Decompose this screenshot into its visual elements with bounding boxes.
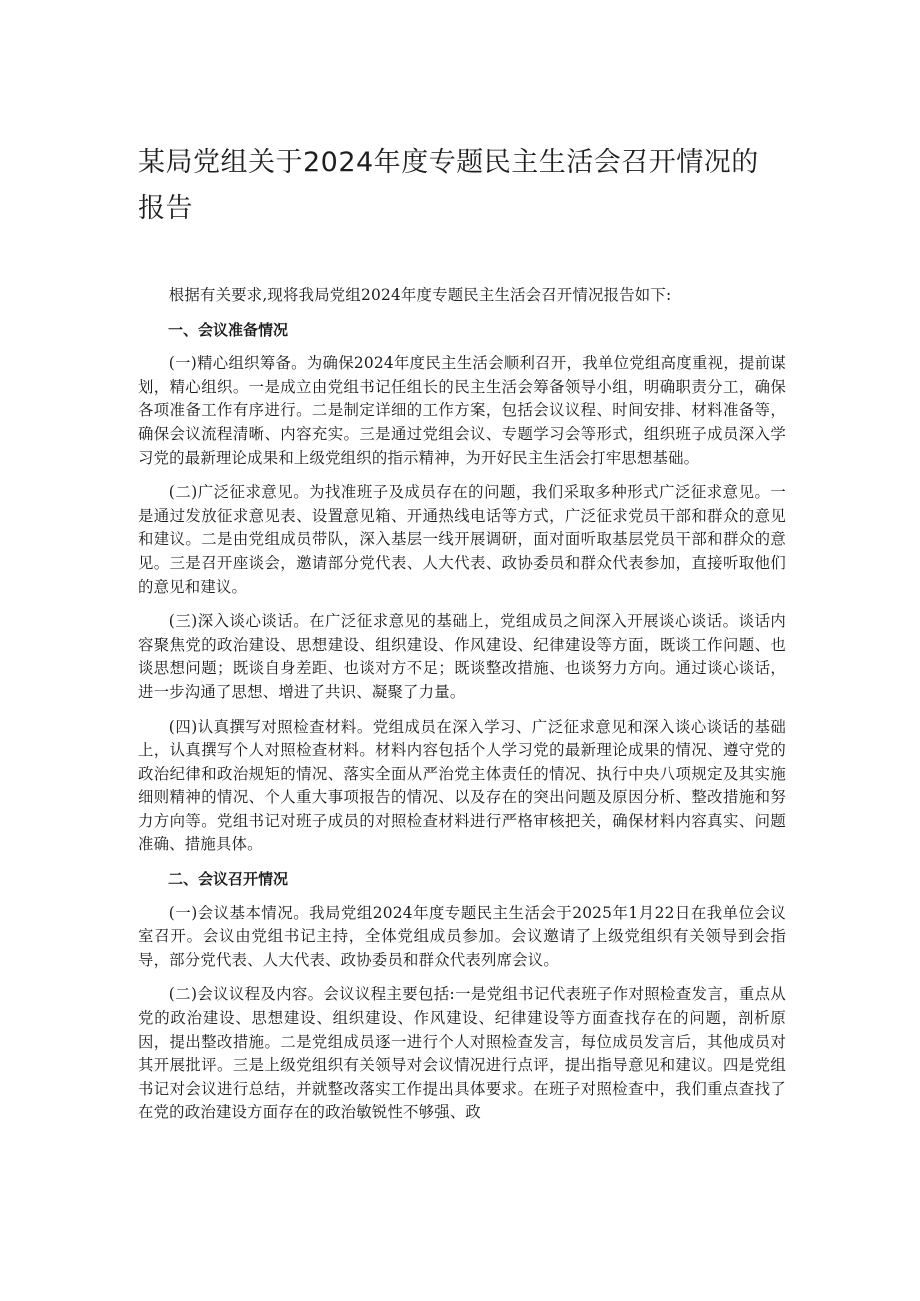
document-body <box>138 284 786 1136</box>
section-heading-meeting: 二、会议召开情况 <box>168 870 289 889</box>
paragraph-meeting-agenda: (二)会议议程及内容。会议议程主要包括:一是党组书记代表班子作对照检查发言，重点从党的政治建设、思想建设、组织建设、作风建设、纪律建设等方面查找存在的问题，剖析原因，提出整改措施。二是党组成员逐一进行个人对照检查发言，每位成员发言后，其他成员对其开展批评。三是上级党组织有关领导对会议情况进行点评，提出指导意见和建议。四是党组书记对会议进行总结，并就整改落实工作提出具体要求。在班子对照检查中，我们重点查找了在党的政治建设方面存在的政治敏锐性不够强、政 <box>138 985 786 1122</box>
intro-paragraph: 根据有关要求,现将我局党组2024年度专题民主生活会召开情况报告如下: <box>168 286 672 304</box>
paragraph-heart-to-heart-talks: (三)深入谈心谈话。在广泛征求意见的基础上，党组成员之间深入开展谈心谈话。谈话内容聚焦党的政治建设、思想建设、组织建设、作风建设、纪律建设等方面，既谈工作问题、也谈思想问题；既谈自身差距、也谈对方不足；既谈整改措施、也谈努力方向。通过谈心谈话，进一步沟通了思想、增进了共识、凝聚了力量。 <box>138 612 786 701</box>
paragraph-meeting-basics: (一)会议基本情况。我局党组2024年度专题民主生活会于2025年1月22日在我单位会议室召开。会议由党组书记主持，全体党组成员参加。会议邀请了上级党组织有关领导到会指导，部分党代表、人大代表、政协委员和群众代表列席会议。 <box>138 903 786 969</box>
document-title <box>138 140 778 232</box>
paragraph-self-examination-materials: (四)认真撰写对照检查材料。党组成员在深入学习、广泛征求意见和深入谈心谈话的基础上，认真撰写个人对照检查材料。材料内容包括个人学习党的最新理论成果的情况、遵守党的政治纪律和政治规矩的情况、落实全面从严治党主体责任的情况、执行中央八项规定及其实施细则精神的情况、个人重大事项报告的情况、以及存在的突出问题及原因分析、整改措施和努力方向等。党组书记对班子成员的对照检查材料进行严格审核把关，确保材料内容真实、问题准确、措施具体。 <box>138 717 786 854</box>
title-line-1: 某局党组关于2024年度专题民主生活会召开情况的 <box>138 147 759 178</box>
paragraph-solicit-opinions: (二)广泛征求意见。为找准班子及成员存在的问题，我们采取多种形式广泛征求意见。一是通过发放征求意见表、设置意见箱、开通热线电话等方式，广泛征求党员干部和群众的意见和建议。二是由党组成员带队，深入基层一线开展调研，面对面听取基层党员干部和群众的意见。三是召开座谈会，邀请部分党代表、人大代表、政协委员和群众代表参加，直接听取他们的意见和建议。 <box>138 483 786 596</box>
paragraph-organize-preparation: (一)精心组织筹备。为确保2024年度民主生活会顺利召开，我单位党组高度重视，提前谋划，精心组织。一是成立由党组书记任组长的民主生活会筹备领导小组，明确职责分工，确保各项准备工作有序进行。二是制定详细的工作方案，包括会议议程、时间安排、材料准备等，确保会议流程清晰、内容充实。三是通过党组会议、专题学习会等形式，组织班子成员深入学习党的最新理论成果和上级党组织的指示精神，为开好民主生活会打牢思想基础。 <box>138 354 786 467</box>
section-heading-preparation: 一、会议准备情况 <box>168 320 289 339</box>
title-line-2: 报告 <box>138 193 193 224</box>
